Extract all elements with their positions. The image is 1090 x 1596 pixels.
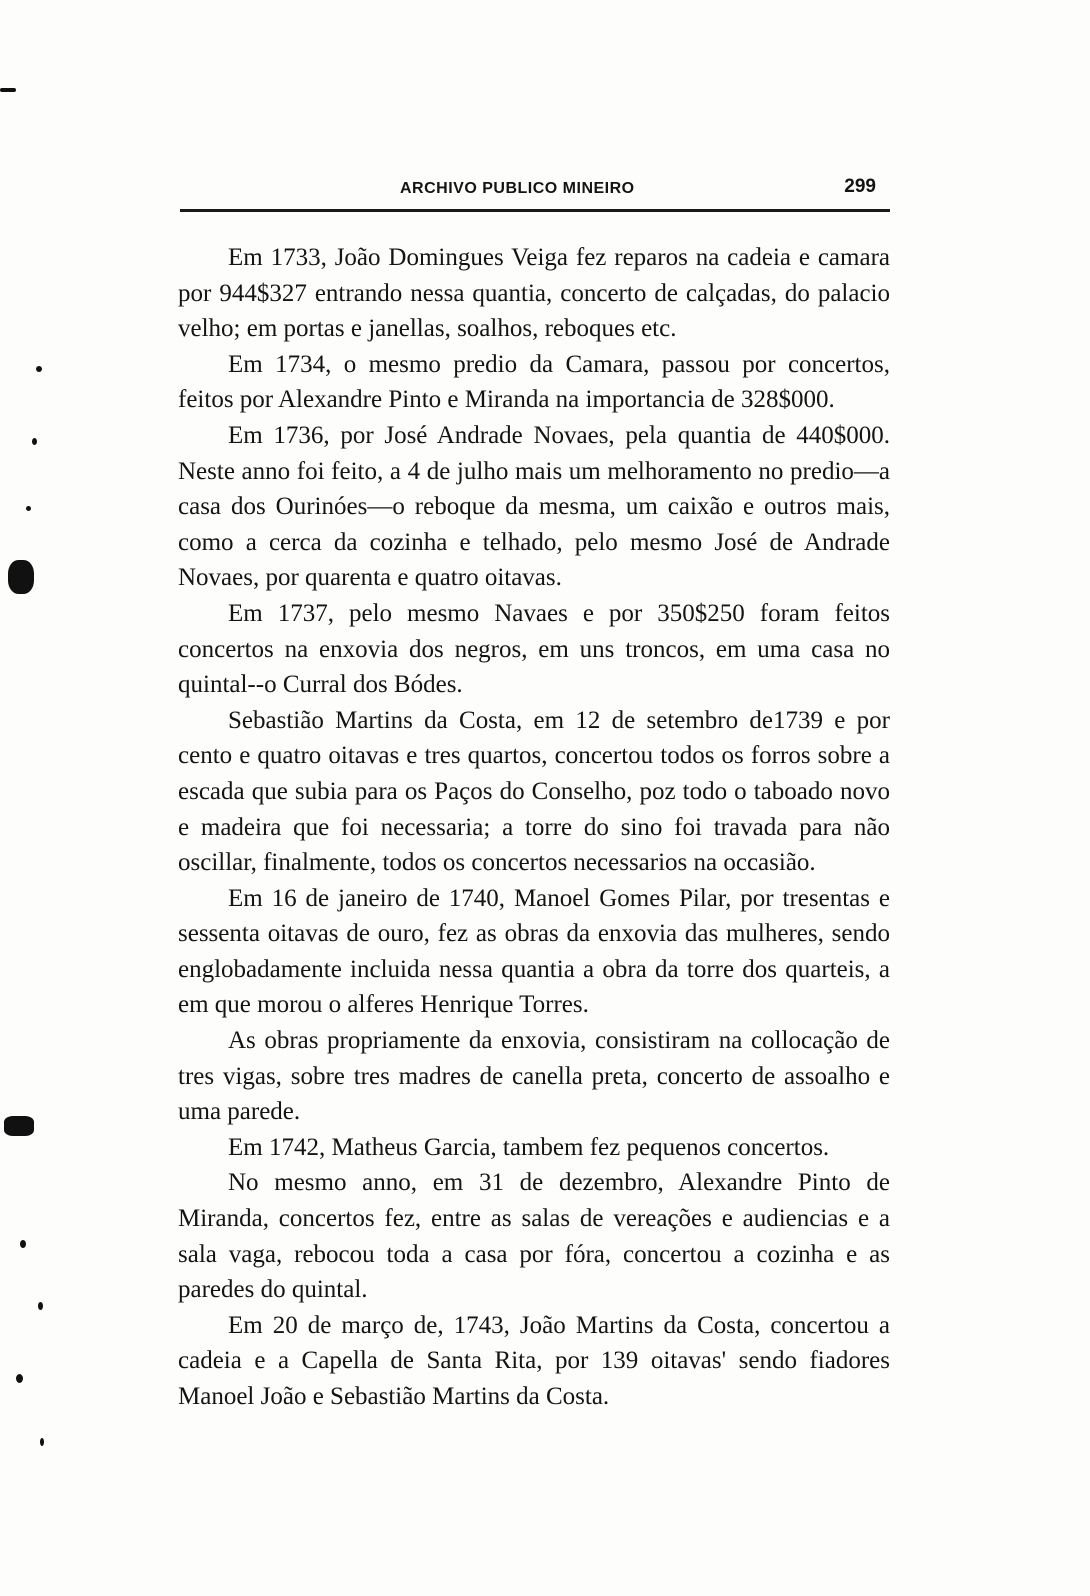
paragraph-1737: Em 1737, pelo mesmo Navaes e por 350$250 foram feitos concertos na enxovia dos negros, em uns troncos, em uma casa no quintal--o Curral dos Bódes.: [178, 599, 890, 699]
paragraph-1742: Em 1742, Matheus Garcia, tambem fez pequenos concertos.: [228, 1133, 830, 1161]
paragraph-1736: Em 1736, por José Andrade Novaes, pela quantia de 440$000. Neste anno foi feito, a 4 de julho mais um melhoramento no predio—a casa dos Ourinóes—o reboque da mesma, um caixão e outros mais, como a cerca da cozinha e telhado, pelo mesmo José de Andrade Novaes, por quarenta e quatro oitavas.: [178, 421, 890, 592]
paragraph-1739: Sebastião Martins da Costa, em 12 de setembro de1739 e por cento e quatro oitavas e tres quartos, concertou todos os forros sobre a escada que subia para os Paços do Conselho, poz todo o taboado novo e madeira que foi necessaria; a torre do sino foi travada para não oscillar, finalmente, todos os concertos necessarios na occasião.: [178, 706, 890, 877]
paragraph-1742-december: No mesmo anno, em 31 de dezembro, Alexandre Pinto de Miranda, concertos fez, entre as salas de vereações e audiencias e a sala vaga, rebocou toda a casa por fóra, concertou a cozinha e as paredes do quintal.: [178, 1169, 890, 1304]
paragraph-1734: Em 1734, o mesmo predio da Camara, passou por concertos, feitos por Alexandre Pinto e Miranda na importancia de 328$000.: [178, 350, 890, 414]
paragraph-1743: Em 20 de março de, 1743, João Martins da Costa, concertou a cadeia e a Capella de Santa Rita, por 139 oitavas' sendo fiadores Manoel João e Sebastião Martins da Costa.: [178, 1311, 890, 1410]
header-rule: [180, 209, 890, 212]
page-number: 299: [844, 176, 876, 197]
running-header: [180, 176, 892, 206]
paragraph-1733: Em 1733, João Domingues Veiga fez reparos na cadeia e camara por 944$327 entrando nessa quantia, concerto de calçadas, do palacio velho; em portas e janellas, soalhos, reboques etc.: [178, 244, 890, 343]
publication-title: ARCHIVO PUBLICO MINEIRO: [400, 180, 635, 197]
paragraph-enxovia-works: As obras propriamente da enxovia, consistiram na collocação de tres vigas, sobre tres madres de canella preta, concerto de assoalho e uma parede.: [178, 1027, 890, 1126]
paragraph-1740: Em 16 de janeiro de 1740, Manoel Gomes Pilar, por tresentas e sessenta oitavas de ouro, fez as obras da enxovia das mulheres, sendo englobadamente incluida nessa quantia a obra da torre dos quarteis, a em que morou o alferes Henrique Torres.: [178, 884, 890, 1019]
body-text: [178, 240, 890, 1415]
